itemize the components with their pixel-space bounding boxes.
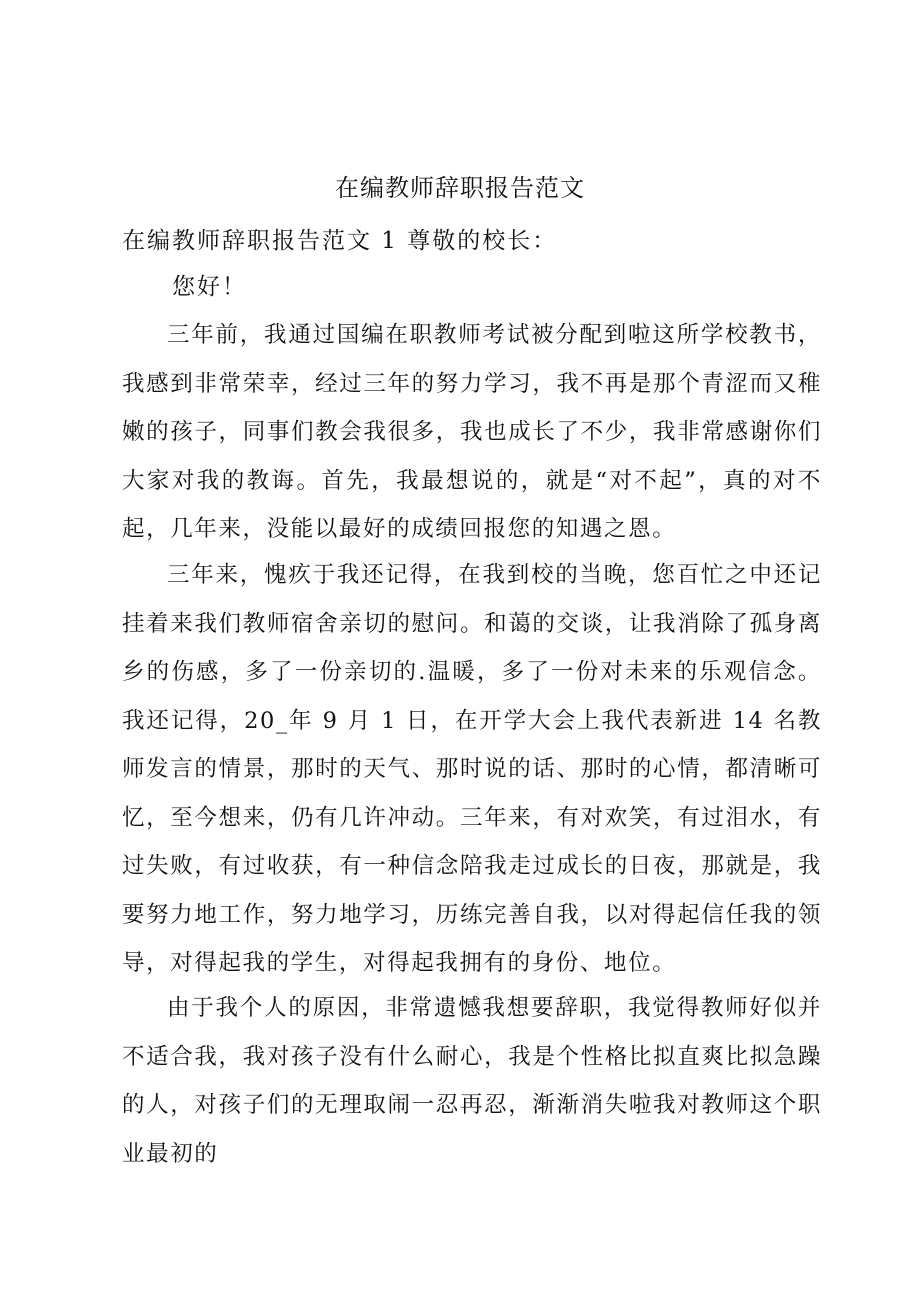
paragraph-3: 由于我个人的原因，非常遗憾我想要辞职，我觉得教师好似并不适合我，我对孩子没有什么耐心，我是个性格比拟直爽比拟急躁的人，对孩子们的无理取闹一忍再忍，渐渐消失啦我对教师这个职业最初的 [122, 995, 822, 1167]
paragraph-2: 三年来，愧疚于我还记得，在我到校的当晚，您百忙之中还记挂着来我们教师宿舍亲切的慰问。和蔼的交谈，让我消除了孤身离乡的伤感，多了一份亲切的.温暖，多了一份对未来的乐观信念。我还记得，20_年 9 月 1 日，在开学大会上我代表新进 14 名教师发言的情景，那时的天气、那时说的话、那时的心情，都清晰可忆，至今想来，仍有几许冲动。三年来，有对欢笑，有过泪水，有过失败，有过收获，有一种信念陪我走过成长的日夜，那就是，我要努力地工作，努力地学习，历练完善自我，以对得起信任我的领导，对得起我的学生，对得起我拥有的身份、地位。 [122, 562, 822, 976]
letter-greeting: 您好！ [172, 274, 247, 300]
paragraph-1: 三年前，我通过国编在职教师考试被分配到啦这所学校教书，我感到非常荣幸，经过三年的努力学习，我不再是那个青涩而又稚嫩的孩子，同事们教会我很多，我也成长了不少，我非常感谢你们大家对我的教诲。首先，我最想说的，就是“对不起”，真的对不起，几年来，没能以最好的成绩回报您的知遇之恩。 [122, 322, 822, 542]
document-title: 在编教师辞职报告范文 [335, 174, 585, 202]
letter-heading: 在编教师辞职报告范文 1 尊敬的校长： [122, 228, 558, 254]
